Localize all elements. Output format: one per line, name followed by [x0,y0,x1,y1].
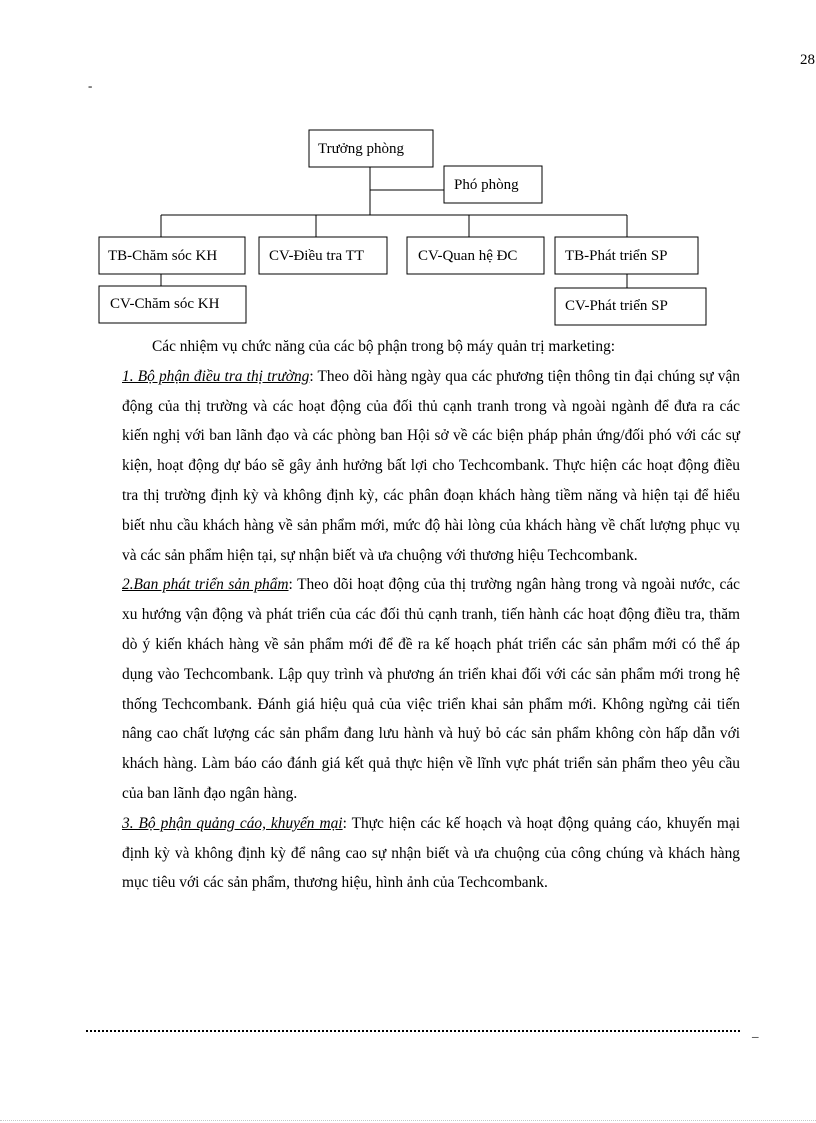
box-unit-product-dev [555,237,698,274]
intro-paragraph: Các nhiệm vụ chức năng của các bộ phận trong bộ máy quản trị marketing: [152,338,616,355]
box-unit-market-research [259,237,387,274]
section-heading: 1. Bộ phận điều tra thị trường [122,367,310,385]
section-text: : Theo dõi hàng ngày qua các phương tiện thông tin đại chúng sự vận động của thị trường và các hoạt động của đối thủ cạnh tranh trong và ngoài ngành để đưa ra các kiến nghị với ban lãnh đạo và các phòng ban Hội sở về các biện pháp phản ứng/đối phó với các sự kiện, hoạt động dự báo sẽ gây ảnh hưởng bất lợi cho Techcombank. Thực hiện các hoạt động điều tra thị trường định kỳ và không định kỳ, các phân đoạn khách hàng tiềm năng và hiện tại để hiểu biết nhu cầu khách hàng về sản phẩm mới, mức độ hài lòng của khách hàng về chất lượng phục vụ và các sản phẩm hiện tại, sự nhận biết và ưa chuộng với thương hiệu Techcombank. [122,367,740,564]
section-market-research [122,362,740,571]
box-unit-label: TB-Phát triển SP [565,248,668,264]
org-chart [0,0,816,330]
body-text [122,332,740,898]
box-head-label: Trưởng phòng [318,141,404,157]
section-heading: 3. Bộ phận quảng cáo, khuyến mại [122,814,343,832]
box-unit-label: CV-Quan hệ ĐC [418,248,518,264]
box-deputy-label: Phó phòng [454,177,519,193]
box-subunit-product-dev [555,288,706,325]
box-subunit-label: CV-Phát triển SP [565,298,668,314]
header-mark: - [88,78,93,93]
section-text: : Theo dõi hoạt động của thị trường ngân hàng trong và ngoài nước, các xu hướng vận động và phát triển của các đối thủ cạnh tranh, tiến hành các hoạt động điều tra, thăm dò ý kiến khách hàng về sản phẩm mới để đề ra kế hoạch phát triển các sản phẩm mới có thể áp dụng vào Techcombank. Lập quy trình và phương án triển khai đối với các sản phẩm mới trong hệ thống Techcombank. Đánh giá hiệu quả của việc triển khai sản phẩm mới. Không ngừng cải tiến nâng cao chất lượng các sản phẩm đang lưu hành và huỷ bỏ các sản phẩm không còn hấp dẫn với khách hàng. Làm báo cáo đánh giá kết quả thực hiện về lĩnh vực phát triển sản phẩm theo yêu cầu của ban lãnh đạo ngân hàng. [122,576,740,802]
footer-mark: _ [752,1024,759,1039]
box-head [309,130,433,167]
section-heading: 2.Ban phát triển sản phẩm [122,576,289,594]
footer-divider [86,1030,740,1032]
box-unit-label: TB-Chăm sóc KH [108,248,218,264]
box-unit-customer-care [99,237,245,274]
box-unit-public-relations [407,237,544,274]
box-subunit-label: CV-Chăm sóc KH [110,296,220,312]
section-product-development [122,570,740,808]
page-bottom-edge [0,1120,816,1121]
box-subunit-customer-care [99,286,246,323]
section-text: : Thực hiện các kế hoạch và hoạt động quảng cáo, khuyến mại định kỳ và không định kỳ để nâng cao sự nhận biết và ưa chuộng của công chúng và khách hàng mục tiêu với các sản phẩm, thương hiệu, hình ảnh của Techcombank. [122,814,741,892]
box-deputy [444,166,542,203]
section-advertising-promotion [122,809,740,898]
box-unit-label: CV-Điều tra TT [269,248,364,264]
page-number: 28 [800,52,815,68]
